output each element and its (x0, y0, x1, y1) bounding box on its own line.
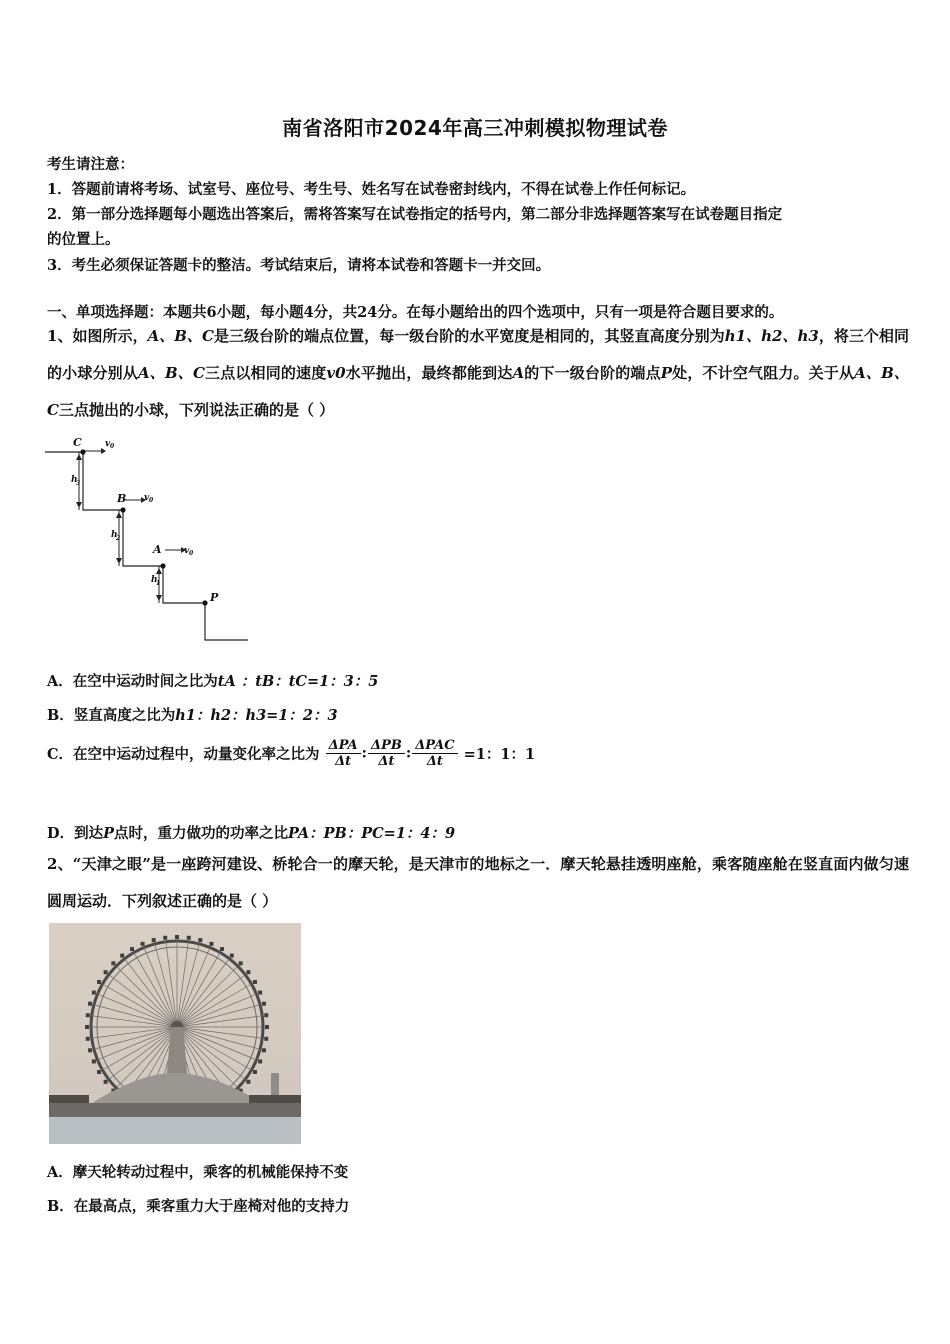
cabin (104, 970, 108, 974)
cabin (262, 1002, 266, 1006)
question-1-stem: 1、如图所示，A、B、C是三级台阶的端点位置，每一级台阶的水平宽度是相同的，其竖直高度分别为h1、h2、h3，将三个相同的小球分别从A、B、C三点以相同的速度v0水平抛出，最终都能到达A的下一级台阶的端点P处，不计空气阻力。关于从A、B、C三点抛出的小球，下列说法正确的是（ ） (47, 327, 909, 419)
cabin (86, 1037, 90, 1041)
label-a: A (153, 543, 162, 556)
cabin (104, 1080, 108, 1084)
cabin (220, 947, 224, 951)
svg-text:3: 3 (76, 480, 81, 487)
cabin (239, 961, 243, 965)
svg-text:v: v (144, 493, 150, 503)
cabin (198, 938, 202, 942)
cabin (246, 1080, 250, 1084)
cabin (262, 1048, 266, 1052)
cabin (86, 1013, 90, 1017)
notice-item: 1．答题前请将考场、试室号、座位号、考生号、姓名写在试卷密封线内，不得在试卷上作任何标记。 (47, 181, 696, 198)
cabin (130, 947, 134, 951)
cabin (265, 1025, 269, 1029)
cabin (111, 961, 115, 965)
label-b: B (117, 492, 127, 505)
notice-item: 3．考生必须保证答题卡的整洁。考试结束后，请将本试卷和答题卡一并交回。 (47, 257, 551, 274)
svg-text:v: v (105, 439, 111, 449)
cabin (175, 935, 179, 939)
notice-item: 2．第一部分选择题每小题选出答案后，需将答案写在试卷指定的括号内，第二部分非选择题答案写在试卷题目指定 (47, 206, 783, 223)
point-b (120, 507, 125, 512)
svg-text:h: h (151, 575, 158, 585)
svg-text:0: 0 (110, 443, 115, 450)
fraction-pac: $\frac{\text{ΔPAC}}{\Delta t}$ (412, 738, 457, 769)
section-heading: 一、单项选择题：本题共6小题，每小题4分，共24分。在每小题给出的四个选项中，只有一项是符合题目要求的。 (47, 304, 784, 321)
label-p: P (210, 591, 219, 604)
point-c (80, 449, 85, 454)
cabin (85, 1025, 89, 1029)
svg-text:h: h (71, 475, 78, 485)
page-title: 南省洛阳市2024年高三冲刺模拟物理试卷 (282, 116, 668, 140)
label-c: C (73, 436, 82, 449)
cabin (246, 970, 250, 974)
point-a (160, 563, 165, 568)
svg-text:0: 0 (149, 497, 154, 504)
svg-text:h: h (111, 530, 118, 540)
ferris-wheel-photo (49, 923, 301, 1144)
cabin (141, 942, 145, 946)
cabin (253, 1070, 257, 1074)
heights: h1、h2、h3 (724, 327, 819, 345)
cabin (120, 954, 124, 958)
cabin (163, 936, 167, 940)
notice-heading: 考生请注意： (47, 156, 134, 173)
cabin (92, 1059, 96, 1063)
svg-text:2: 2 (116, 535, 121, 542)
cabin (230, 954, 234, 958)
question-2-stem: 2、“天津之眼”是一座跨河建设、桥轮合一的摩天轮，是天津市的地标之一．摩天轮悬挂透明座舱，乘客随座舱在竖直面内做匀速圆周运动．下列叙述正确的是（ ） (47, 855, 909, 910)
cabin (97, 1070, 101, 1074)
fraction-pb: $\frac{\text{ΔPB}}{\Delta t}$ (368, 738, 405, 769)
cabin (264, 1013, 268, 1017)
option-1a: A．在空中运动时间之比为tA ：tB：tC=1：3：5 (47, 673, 379, 690)
cabin (209, 942, 213, 946)
cabin (152, 938, 156, 942)
option-1b: B．竖直高度之比为h1：h2：h3=1：2：3 (47, 707, 338, 724)
cabin (253, 980, 257, 984)
option-1c: C．在空中运动过程中，动量变化率之比为 $\frac{\text{ΔPA}}{\Delta t}$ : $\frac{\text{ΔPB}}{\Delta t}$ : $\frac{\text{ΔPAC}}{\Delta t}$ =1：1：1 (47, 738, 536, 769)
svg-text:v: v (184, 546, 190, 556)
option-2a: A．摩天轮转动过程中，乘客的机械能保持不变 (47, 1164, 349, 1181)
cabin (258, 1059, 262, 1063)
svg-text:1: 1 (156, 580, 161, 587)
option-2b: B．在最高点，乘客重力大于座椅对他的支持力 (47, 1198, 350, 1215)
svg-text:0: 0 (189, 550, 194, 557)
cabin (92, 991, 96, 995)
cabin (88, 1048, 92, 1052)
cabin (97, 980, 101, 984)
river (49, 1117, 301, 1144)
cabin (258, 991, 262, 995)
cabin (88, 1002, 92, 1006)
cabin (187, 936, 191, 940)
stairs-diagram (45, 432, 255, 647)
bridge-deck (49, 1103, 301, 1117)
option-1d: D．到达P点时，重力做功的功率之比PA：PB：PC=1：4：9 (47, 825, 456, 842)
cabin (264, 1037, 268, 1041)
point-p (202, 600, 207, 605)
fraction-pa: $\frac{\text{ΔPA}}{\Delta t}$ (326, 738, 361, 769)
notice-item: 的位置上。 (47, 231, 120, 248)
